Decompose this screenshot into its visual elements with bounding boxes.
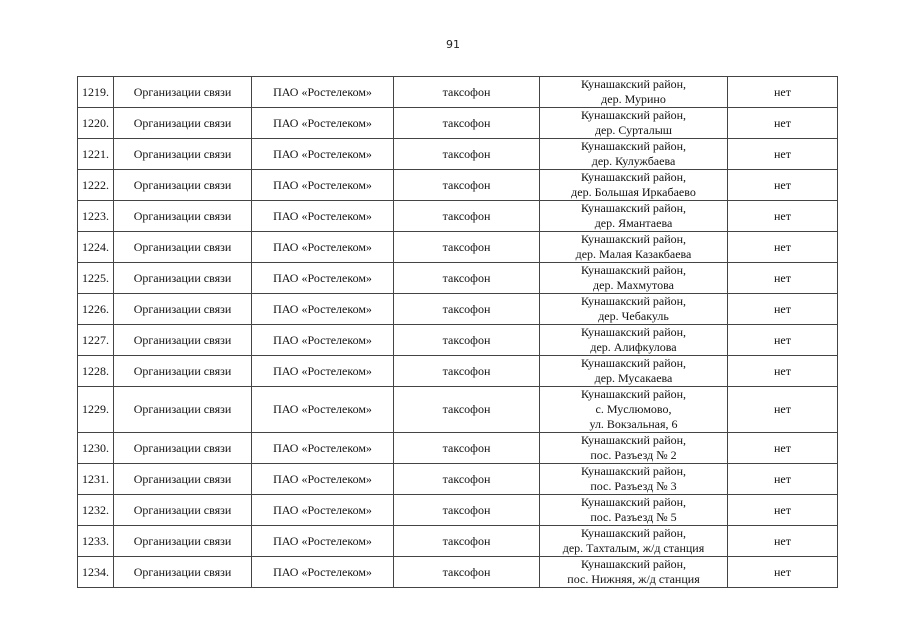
- location-line: пос. Разъезд № 3: [590, 479, 677, 493]
- organization-cell: ПАО «Ростелеком»: [252, 356, 394, 387]
- flag-cell: нет: [728, 139, 838, 170]
- category-cell: Организации связи: [114, 433, 252, 464]
- category-cell: Организации связи: [114, 232, 252, 263]
- location-line: пос. Нижняя, ж/д станция: [567, 572, 700, 586]
- organization-cell: ПАО «Ростелеком»: [252, 139, 394, 170]
- location-cell: [540, 170, 728, 201]
- object-type-cell: таксофон: [394, 139, 540, 170]
- location-line: дер. Тахталым, ж/д станция: [562, 541, 705, 555]
- row-number-cell: 1223.: [78, 201, 114, 232]
- location-line: пос. Разъезд № 2: [590, 448, 677, 462]
- table-body: [78, 77, 838, 588]
- row-number-cell: 1229.: [78, 387, 114, 433]
- object-type-cell: таксофон: [394, 170, 540, 201]
- location-line: Кунашакский район,: [580, 356, 687, 370]
- flag-cell: нет: [728, 356, 838, 387]
- category-cell: Организации связи: [114, 170, 252, 201]
- category-cell: Организации связи: [114, 325, 252, 356]
- location-line: дер. Сурталыш: [594, 123, 673, 137]
- organization-cell: ПАО «Ростелеком»: [252, 263, 394, 294]
- organization-cell: ПАО «Ростелеком»: [252, 526, 394, 557]
- flag-cell: нет: [728, 170, 838, 201]
- table-row: [78, 325, 838, 356]
- table-row: [78, 464, 838, 495]
- location-cell: [540, 557, 728, 588]
- location-line: Кунашакский район,: [580, 325, 687, 339]
- row-number-cell: 1222.: [78, 170, 114, 201]
- table-row: [78, 108, 838, 139]
- object-type-cell: таксофон: [394, 294, 540, 325]
- location-line: дер. Кулужбаева: [591, 154, 676, 168]
- flag-cell: нет: [728, 325, 838, 356]
- organization-cell: ПАО «Ростелеком»: [252, 77, 394, 108]
- page-number: 91: [446, 38, 460, 51]
- organization-cell: ПАО «Ростелеком»: [252, 294, 394, 325]
- object-type-cell: таксофон: [394, 232, 540, 263]
- object-type-cell: таксофон: [394, 495, 540, 526]
- location-line: дер. Махмутова: [593, 278, 674, 292]
- object-type-cell: таксофон: [394, 356, 540, 387]
- row-number-cell: 1233.: [78, 526, 114, 557]
- category-cell: Организации связи: [114, 201, 252, 232]
- location-cell: [540, 139, 728, 170]
- table-row: [78, 495, 838, 526]
- organization-cell: ПАО «Ростелеком»: [252, 325, 394, 356]
- category-cell: Организации связи: [114, 294, 252, 325]
- organization-cell: ПАО «Ростелеком»: [252, 495, 394, 526]
- flag-cell: нет: [728, 108, 838, 139]
- location-line: Кунашакский район,: [580, 495, 687, 509]
- table-row: [78, 77, 838, 108]
- row-number-cell: 1231.: [78, 464, 114, 495]
- organization-cell: ПАО «Ростелеком»: [252, 557, 394, 588]
- organization-cell: ПАО «Ростелеком»: [252, 108, 394, 139]
- row-number-cell: 1220.: [78, 108, 114, 139]
- location-cell: [540, 356, 728, 387]
- location-line: ул. Вокзальная, 6: [589, 417, 678, 431]
- flag-cell: нет: [728, 232, 838, 263]
- location-cell: [540, 108, 728, 139]
- row-number-cell: 1228.: [78, 356, 114, 387]
- flag-cell: нет: [728, 433, 838, 464]
- flag-cell: нет: [728, 526, 838, 557]
- location-cell: [540, 433, 728, 464]
- row-number-cell: 1224.: [78, 232, 114, 263]
- category-cell: Организации связи: [114, 526, 252, 557]
- row-number-cell: 1227.: [78, 325, 114, 356]
- object-type-cell: таксофон: [394, 325, 540, 356]
- flag-cell: нет: [728, 201, 838, 232]
- location-cell: [540, 387, 728, 433]
- flag-cell: нет: [728, 77, 838, 108]
- row-number-cell: 1226.: [78, 294, 114, 325]
- row-number-cell: 1232.: [78, 495, 114, 526]
- data-table: [77, 76, 838, 588]
- location-line: Кунашакский район,: [580, 108, 687, 122]
- category-cell: Организации связи: [114, 557, 252, 588]
- location-line: Кунашакский район,: [580, 232, 687, 246]
- table-row: [78, 201, 838, 232]
- category-cell: Организации связи: [114, 495, 252, 526]
- location-line: Кунашакский район,: [580, 557, 687, 571]
- location-line: с. Муслюмово,: [595, 402, 672, 416]
- location-cell: [540, 464, 728, 495]
- table-row: [78, 557, 838, 588]
- flag-cell: нет: [728, 557, 838, 588]
- flag-cell: нет: [728, 464, 838, 495]
- flag-cell: нет: [728, 495, 838, 526]
- location-cell: [540, 232, 728, 263]
- location-line: дер. Малая Казакбаева: [575, 247, 692, 261]
- row-number-cell: 1230.: [78, 433, 114, 464]
- flag-cell: нет: [728, 294, 838, 325]
- category-cell: Организации связи: [114, 108, 252, 139]
- location-cell: [540, 495, 728, 526]
- location-line: Кунашакский район,: [580, 433, 687, 447]
- category-cell: Организации связи: [114, 464, 252, 495]
- location-line: Кунашакский район,: [580, 294, 687, 308]
- category-cell: Организации связи: [114, 77, 252, 108]
- location-line: дер. Большая Иркабаево: [571, 185, 696, 199]
- organization-cell: ПАО «Ростелеком»: [252, 387, 394, 433]
- object-type-cell: таксофон: [394, 557, 540, 588]
- location-cell: [540, 325, 728, 356]
- object-type-cell: таксофон: [394, 526, 540, 557]
- location-cell: [540, 526, 728, 557]
- table-row: [78, 356, 838, 387]
- organization-cell: ПАО «Ростелеком»: [252, 433, 394, 464]
- location-line: дер. Мусакаева: [594, 371, 673, 385]
- table-row: [78, 170, 838, 201]
- location-line: дер. Алифкулова: [590, 340, 677, 354]
- object-type-cell: таксофон: [394, 433, 540, 464]
- location-line: Кунашакский район,: [580, 77, 687, 91]
- location-cell: [540, 294, 728, 325]
- location-cell: [540, 201, 728, 232]
- location-cell: [540, 263, 728, 294]
- row-number-cell: 1219.: [78, 77, 114, 108]
- object-type-cell: таксофон: [394, 263, 540, 294]
- table-row: [78, 263, 838, 294]
- location-line: пос. Разъезд № 5: [590, 510, 677, 524]
- location-line: дер. Мурино: [601, 92, 666, 106]
- location-line: Кунашакский район,: [580, 201, 687, 215]
- organization-cell: ПАО «Ростелеком»: [252, 232, 394, 263]
- location-line: Кунашакский район,: [580, 387, 687, 401]
- table-row: [78, 433, 838, 464]
- location-line: Кунашакский район,: [580, 526, 687, 540]
- organization-cell: ПАО «Ростелеком»: [252, 201, 394, 232]
- location-line: Кунашакский район,: [580, 170, 687, 184]
- category-cell: Организации связи: [114, 263, 252, 294]
- organization-cell: ПАО «Ростелеком»: [252, 170, 394, 201]
- object-type-cell: таксофон: [394, 77, 540, 108]
- flag-cell: нет: [728, 263, 838, 294]
- table-row: [78, 139, 838, 170]
- category-cell: Организации связи: [114, 387, 252, 433]
- category-cell: Организации связи: [114, 139, 252, 170]
- object-type-cell: таксофон: [394, 108, 540, 139]
- object-type-cell: таксофон: [394, 201, 540, 232]
- table-row: [78, 232, 838, 263]
- location-line: Кунашакский район,: [580, 464, 687, 478]
- location-line: дер. Ямантаева: [594, 216, 673, 230]
- table-row: [78, 387, 838, 433]
- category-cell: Организации связи: [114, 356, 252, 387]
- location-line: дер. Чебакуль: [598, 309, 669, 323]
- organization-cell: ПАО «Ростелеком»: [252, 464, 394, 495]
- location-cell: [540, 77, 728, 108]
- location-line: Кунашакский район,: [580, 139, 687, 153]
- row-number-cell: 1221.: [78, 139, 114, 170]
- location-line: Кунашакский район,: [580, 263, 687, 277]
- object-type-cell: таксофон: [394, 387, 540, 433]
- row-number-cell: 1234.: [78, 557, 114, 588]
- table-row: [78, 526, 838, 557]
- table-row: [78, 294, 838, 325]
- row-number-cell: 1225.: [78, 263, 114, 294]
- object-type-cell: таксофон: [394, 464, 540, 495]
- flag-cell: нет: [728, 387, 838, 433]
